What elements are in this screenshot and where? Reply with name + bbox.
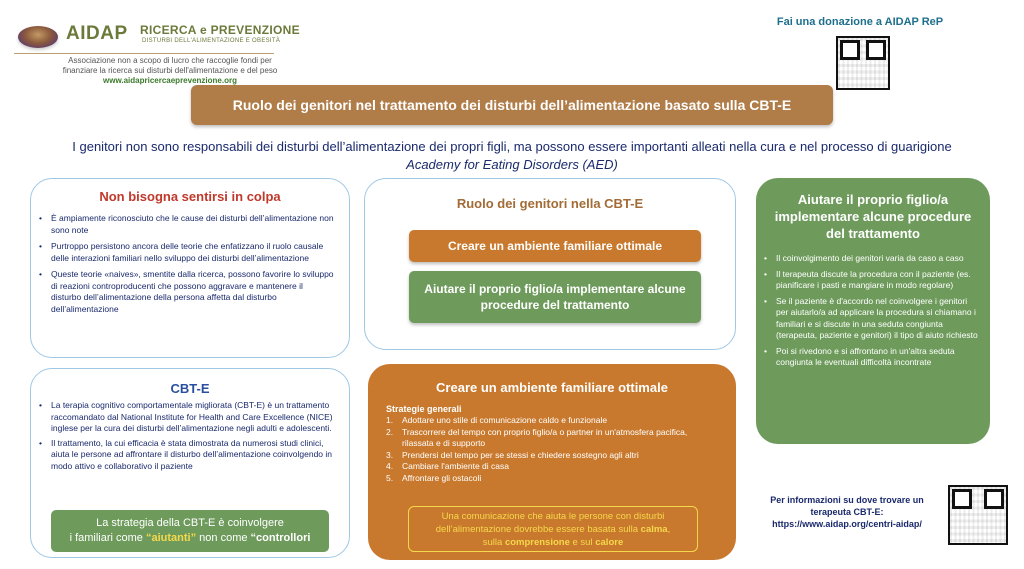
intro-statement [20,138,1004,174]
intro-source: Academy for Eating Disorders (AED) [406,157,618,172]
list-item: • Il terapeuta discute la procedura con il paziente (es. pianificare i pasti e mangiare in modo regolare) [760,269,978,292]
list-item: • Purtroppo persistono ancora delle teorie che enfatizzano il ruolo causale delle interazioni familiari nello sviluppo dei disturbi dell’alimentazione [35,241,335,264]
association-line-2: finanziare la ricerca sui disturbi dell'alimentazione e del peso [62,66,278,75]
note-text: dell’alimentazione dovrebbe essere basata sulla [435,523,641,535]
cbte-heading: CBT-E [170,381,210,396]
guilt-card-heading: Non bisogna sentirsi in colpa [99,189,281,204]
logo-emblem-icon [18,26,58,48]
aidap-logo[interactable] [14,20,314,60]
therapist-info [752,494,942,530]
strategy-text: non come [196,532,251,544]
strategy-helpers: “aiutanti” [145,532,197,544]
cbte-strategy-banner [51,510,329,552]
list-item: • Il trattamento, la cui efficacia è stata dimostrata da numerosi studi clinici, aiuta le persone ad affrontare il disturbo dell’alimentazione coinvolgendo in modo attivo e collaborativo il paziente [35,438,335,473]
list-item: Prendersi del tempo per se stessi e chiedere sostegno agli altri [402,449,639,460]
strategy-controllers: “controllori [250,532,311,544]
therapist-info-link[interactable]: https://www.aidap.org/centri-aidap/ [772,519,922,529]
help-child-pill: Aiutare il proprio figlio/a implementare alcune procedure del trattamento [409,271,701,323]
note-warmth: calore [595,536,624,548]
parent-role-heading: Ruolo dei genitori nella CBT-E [456,196,644,211]
list-item: • Queste teorie «naives», smentite dalla ricerca, possono favorire lo sviluppo di reazioni controproducenti che possono aggravare e mantenere il disturbo dell’alimentazione della persona affetta dal disturbo dell’alimentazione [35,269,335,315]
list-item: • La terapia cognitivo comportamentale migliorata (CBT-E) è un trattamento raccomandato dal National Institute for Health and Care Excellence (NICE) inglese per la cura dei disturbi dell’alimentazione negli adulti e adolescenti. [35,400,335,435]
list-item: • Il coinvolgimento dei genitori varia da caso a caso [760,253,978,265]
therapist-info-text: Per informazioni su dove trovare un terapeuta CBT-E: [770,495,924,517]
treatment-procedures-list [760,253,978,369]
list-item: Affrontare gli ostacoli [402,472,482,483]
family-environment-pill: Creare un ambiente familiare ottimale [409,230,701,262]
strategies-list [386,415,714,484]
logo-divider [14,53,274,54]
list-item: • È ampiamente riconosciuto che le cause dei disturbi dell’alimentazione non sono note [35,213,335,236]
note-calm: calma [640,523,668,535]
intro-text: I genitori non sono responsabili dei disturbi dell’alimentazione dei propri figli, ma possono essere importanti alleati nella cura e nel processo di guarigione [72,139,952,154]
page-title: Ruolo dei genitori nel trattamento dei disturbi dell’alimentazione basato sulla CBT-E [191,85,833,125]
note-line-1: Una comunicazione che aiuta le persone con disturbi [441,510,665,522]
guilt-card [30,178,350,358]
list-item: Cambiare l'ambiente di casa [402,461,509,471]
list-item: • Poi si rivedono e si affrontano in un'altra seduta congiunta le eventuali difficoltà incontrate [760,346,978,369]
family-environment-card [368,364,736,560]
therapist-qr-code-icon[interactable] [948,485,1008,545]
strategy-text: i familiari come [69,532,146,544]
association-line-1: Associazione non a scopo di lucro che raccoglie fondi per [68,56,272,65]
website-link[interactable]: www.aidapricercaeprevenzione.org [103,76,237,85]
note-line-2 [409,523,697,536]
treatment-procedures-heading: Aiutare il proprio figlio/a implementare alcune procedure del trattamento [774,192,972,241]
family-environment-heading: Creare un ambiente familiare ottimale [436,380,668,395]
note-text: , [667,523,671,535]
note-line-3 [409,536,697,549]
note-text: e sul [569,536,596,548]
logo-wordmark: AIDAP [66,23,128,44]
communication-note [408,506,698,552]
logo-tagline: DISTURBI DELL'ALIMENTAZIONE E OBESITÀ [142,38,281,44]
note-understanding: comprensione [504,536,570,548]
strategy-line-2 [51,531,329,546]
cbte-card [30,368,350,558]
logo-subtitle: RICERCA e PREVENZIONE [140,23,300,37]
treatment-procedures-card [756,178,990,444]
guilt-card-list [35,213,335,315]
list-item: • Se il paziente è d'accordo nel coinvolgere i genitori per aiutarlo/a ad applicare la procedura si chiamano i familiari e si discute in una seduta congiunta (terapeuta, paziente e genitori) il tipo di aiuto richiesto [760,296,978,342]
list-item: Adottare uno stile di comunicazione caldo e funzionale [402,415,608,425]
cbte-list [35,400,335,472]
list-item: Trascorrere del tempo con proprio figlio/a o partner in un'atmosfera pacifica, rilassata e di supporto [402,426,688,448]
strategy-line-1: La strategia della CBT-E è coinvolgere [96,517,284,529]
strategies-label: Strategie generali [386,404,462,414]
donation-qr-code-icon[interactable] [836,36,890,90]
note-text: sulla [482,536,505,548]
parent-role-card [364,178,736,350]
association-description [40,56,300,86]
donate-link[interactable]: Fai una donazione a AIDAP ReP [776,16,944,28]
